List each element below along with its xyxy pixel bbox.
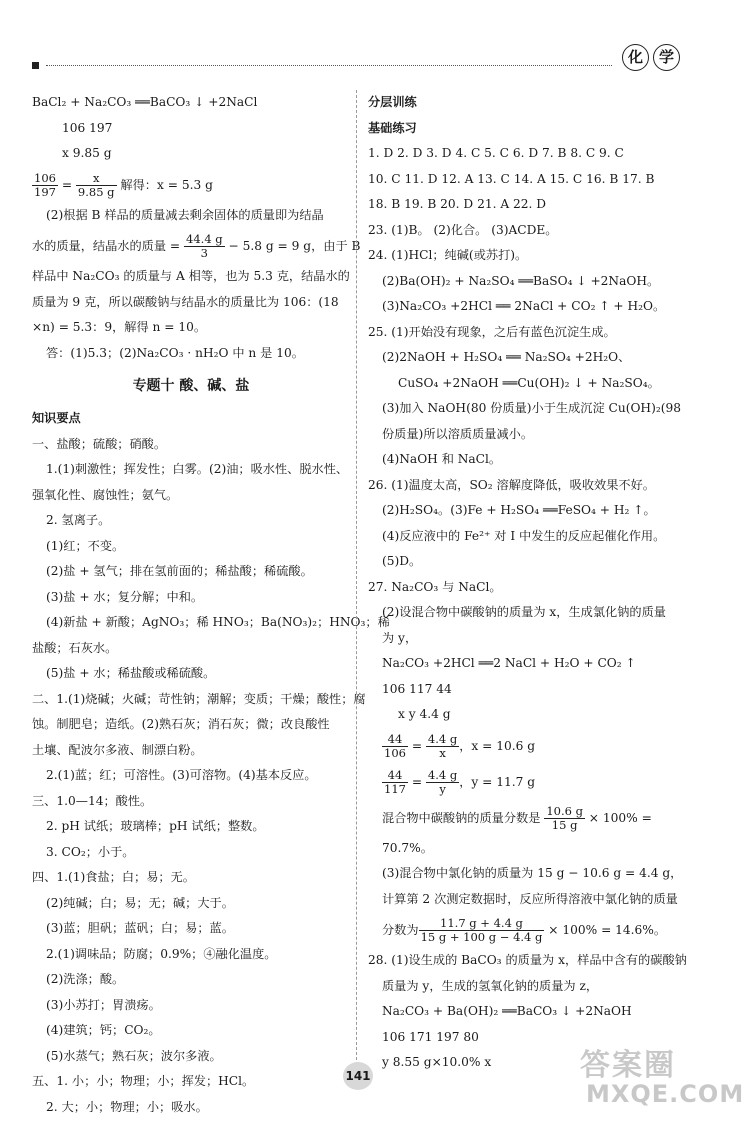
left-line: 2. 大；小；物理；小；吸水。 xyxy=(46,1099,208,1114)
right-line: 分层训练 xyxy=(368,95,417,109)
right-line: 26. (1)温度太高，SO₂ 溶解度降低，吸收效果不好。 xyxy=(368,477,655,492)
left-line: (3)小苏打；胃溃疡。 xyxy=(46,997,161,1012)
right-line: 106 171 197 80 xyxy=(382,1029,479,1044)
left-line xyxy=(32,228,361,264)
left-line: (2)纯碱；白；易；无；碱；大于。 xyxy=(46,895,234,910)
header-dotted-rule xyxy=(46,65,612,66)
watermark-en: MXQE.COM xyxy=(586,1080,745,1108)
fraction xyxy=(76,172,117,199)
left-line: 2.(1)蓝；红；可溶性。(3)可溶物。(4)基本反应。 xyxy=(46,768,317,782)
right-line: 1. D 2. D 3. D 4. C 5. C 6. D 7. B 8. C 9. C xyxy=(368,146,624,160)
page-number: 141 xyxy=(343,1062,373,1090)
left-line: 知识要点 xyxy=(32,411,81,425)
left-line: (2)根据 B 样品的质量减去剩余固体的质量即为结晶 xyxy=(46,207,324,222)
fraction-denominator: 9.85 g xyxy=(77,184,115,199)
right-line: (5)D。 xyxy=(382,554,422,568)
fraction xyxy=(32,172,58,199)
right-line: (2)设混合物中碳酸钠的质量为 x，生成氯化钠的质量 xyxy=(382,605,666,619)
right-line: 18. B 19. B 20. D 21. A 22. D xyxy=(368,197,547,211)
left-line: 2.(1)调味品；防腐；0.9%；④融化温度。 xyxy=(46,946,277,961)
left-line xyxy=(32,167,350,203)
left-line: 1.(1)刺激性；挥发性；白雾。(2)油；吸水性、脱水性、 xyxy=(46,462,349,476)
right-column xyxy=(368,90,708,1076)
right-line: (3)混合物中氯化钠的质量为 15 g − 10.6 g = 4.4 g， xyxy=(382,866,683,880)
right-line: 份质量)所以溶质质量减小。 xyxy=(382,426,534,441)
left-line: 土壤、配波尔多液、制漂白粉。 xyxy=(32,742,203,757)
fraction xyxy=(426,733,459,760)
left-line: 答：(1)5.3；(2)Na₂CO₃ · nH₂O 中 n 是 10。 xyxy=(46,345,304,360)
right-line xyxy=(368,728,708,764)
math-text: 分数为 xyxy=(382,923,419,937)
fraction-denominator: x xyxy=(439,745,446,760)
left-line: (4)建筑；钙；CO₂。 xyxy=(46,1023,161,1037)
math-text: = xyxy=(407,774,426,789)
right-line: x y 4.4 g xyxy=(398,707,451,721)
fraction-numerator: 44.4 g xyxy=(186,232,223,246)
right-line: (2)2NaOH + H₂SO₄ ══ Na₂SO₄ +2H₂O、 xyxy=(382,350,631,364)
fraction-numerator: 44 xyxy=(382,769,408,783)
fraction-denominator: 106 xyxy=(384,745,406,760)
right-line xyxy=(368,912,708,948)
fraction-numerator: 11.7 g + 4.4 g xyxy=(419,917,545,931)
right-line: (2)H₂SO₄。(3)Fe + H₂SO₄ ══FeSO₄ + H₂ ↑。 xyxy=(382,503,656,517)
subject-char-1: 化 xyxy=(622,44,649,71)
fraction-denominator: 117 xyxy=(384,781,406,796)
left-line: ×n) = 5.3：9，解得 n = 10。 xyxy=(32,320,207,334)
left-line: 蚀。制肥皂；造纸。(2)熟石灰；消石灰；微；改良酸性 xyxy=(32,717,330,731)
watermark xyxy=(580,1040,745,1108)
left-line: 106 197 xyxy=(62,120,113,135)
right-line: CuSO₄ +2NaOH ══Cu(OH)₂ ↓ + Na₂SO₄。 xyxy=(398,375,660,390)
right-line: (3)Na₂CO₃ +2HCl ══ 2NaCl + CO₂ ↑ + H₂O。 xyxy=(382,299,666,313)
fraction-denominator: 15 g xyxy=(551,817,578,832)
left-line: (3)盐 + 水；复分解；中和。 xyxy=(46,589,204,604)
right-line xyxy=(368,764,708,800)
left-line: 强氧化性、腐蚀性；氨气。 xyxy=(32,487,179,502)
fraction-numerator: 4.4 g xyxy=(427,731,458,746)
right-line: 24. (1)HCl；纯碱(或苏打)。 xyxy=(368,248,528,262)
right-line: 计算第 2 次测定数据时，反应所得溶液中氯化钠的质量 xyxy=(382,891,678,906)
left-line: x 9.85 g xyxy=(62,146,112,160)
right-line: 质量为 y，生成的氢氧化钠的质量为 z， xyxy=(382,978,599,993)
right-line: 106 117 44 xyxy=(382,681,452,696)
math-text: 水的质量，结晶水的质量 = xyxy=(32,239,185,253)
fraction-denominator: 15 g + 100 g − 4.4 g xyxy=(420,930,543,944)
right-line: 23. (1)B。 (2)化合。 (3)ACDE。 xyxy=(368,222,558,237)
right-line: (4)反应液中的 Fe²⁺ 对 I 中发生的反应起催化作用。 xyxy=(382,528,666,543)
left-line: (1)红；不变。 xyxy=(46,538,125,553)
left-line: 3. CO₂；小于。 xyxy=(46,844,135,859)
fraction xyxy=(184,233,225,260)
left-line: BaCl₂ + Na₂CO₃ ══BaCO₃ ↓ +2NaCl xyxy=(32,95,258,109)
left-line: (3)蓝；胆矾；蓝矾；白；易；蓝。 xyxy=(46,921,234,935)
fraction-numerator: 4.4 g xyxy=(427,767,458,782)
left-line: 2. pH 试纸；玻璃棒；pH 试纸；整数。 xyxy=(46,819,265,833)
right-line: 70.7%。 xyxy=(382,840,433,855)
left-line: 2. 氢离子。 xyxy=(46,513,111,527)
fraction xyxy=(382,769,408,796)
left-line: 四、1.(1)食盐；白；易；无。 xyxy=(32,870,195,884)
watermark-cn: 答案圈 xyxy=(580,1048,676,1083)
subject-badge xyxy=(622,44,680,71)
header-square-marker xyxy=(32,62,39,69)
math-text: ，x = 10.6 g xyxy=(459,738,536,753)
math-text: 解得：x = 5.3 g xyxy=(116,177,213,192)
right-line: 28. (1)设生成的 BaCO₃ 的质量为 x，样品中含有的碳酸钠 xyxy=(368,953,687,967)
left-line: (4)新盐 + 新酸；AgNO₃；稀 HNO₃；Ba(NO₃)₂；HNO₃；稀 xyxy=(46,615,390,629)
fraction-numerator: 106 xyxy=(34,170,56,185)
left-line: 盐酸；石灰水。 xyxy=(32,640,118,655)
fraction xyxy=(382,733,408,760)
fraction xyxy=(426,769,459,796)
left-line: (5)盐 + 水；稀盐酸或稀硫酸。 xyxy=(46,666,216,680)
subject-char-2: 学 xyxy=(653,44,680,71)
right-line: Na₂CO₃ + Ba(OH)₂ ══BaCO₃ ↓ +2NaOH xyxy=(382,1004,632,1018)
math-text: − 5.8 g = 9 g，由于 B xyxy=(224,239,361,253)
math-text: ，y = 11.7 g xyxy=(459,774,536,789)
left-line: 二、1.(1)烧碱；火碱；苛性钠；潮解；变质；干燥；酸性；腐 xyxy=(32,691,366,706)
math-text: = xyxy=(57,177,76,192)
fraction-numerator: 10.6 g xyxy=(546,803,583,818)
right-line: 基础练习 xyxy=(368,120,417,135)
left-line: (2)盐 + 氢气；排在氢前面的；稀盐酸；稀硫酸。 xyxy=(46,564,313,578)
left-line: 质量为 9 克，所以碳酸钠与结晶水的质量比为 106：(18 xyxy=(32,294,339,309)
math-text: 混合物中碳酸钠的质量分数是 xyxy=(382,810,545,825)
left-line: 五、1. 小；小；物理；小；挥发；HCl。 xyxy=(32,1074,255,1088)
fraction-numerator: x xyxy=(76,172,117,186)
left-line: (2)洗涤；酸。 xyxy=(46,972,125,986)
left-line: 样品中 Na₂CO₃ 的质量与 A 相等，也为 5.3 克，结晶水的 xyxy=(32,269,350,283)
right-line: (3)加入 NaOH(80 份质量)小于生成沉淀 Cu(OH)₂(98 xyxy=(382,401,681,415)
right-line: 为 y， xyxy=(382,630,418,645)
right-line: (2)Ba(OH)₂ + Na₂SO₄ ══BaSO₄ ↓ +2NaOH。 xyxy=(382,273,660,288)
right-line: y 8.55 g×10.0% x xyxy=(382,1055,492,1069)
fraction xyxy=(419,917,545,944)
column-divider xyxy=(356,90,357,1075)
fraction-denominator: 3 xyxy=(200,246,208,260)
left-line: (5)水蒸气；熟石灰；波尔多液。 xyxy=(46,1048,222,1063)
right-line xyxy=(368,800,708,836)
math-text: × 100% = xyxy=(584,810,652,825)
math-text: × 100% = 14.6%。 xyxy=(544,923,667,937)
right-line: 25. (1)开始没有现象，之后有蓝色沉淀生成。 xyxy=(368,324,616,339)
left-line: 专题十 酸、碱、盐 xyxy=(132,378,250,394)
fraction-numerator: 44 xyxy=(382,733,408,747)
math-text: = xyxy=(407,738,426,753)
right-line: (4)NaOH 和 NaCl。 xyxy=(382,452,502,466)
left-line: 三、1.0—14；酸性。 xyxy=(32,793,153,808)
fraction-denominator: 197 xyxy=(34,184,56,199)
fraction xyxy=(544,805,585,832)
left-line: 一、盐酸；硫酸；硝酸。 xyxy=(32,436,167,451)
right-line: 10. C 11. D 12. A 13. C 14. A 15. C 16. B 17. B xyxy=(368,171,655,186)
fraction-denominator: y xyxy=(439,781,446,796)
right-line: 27. Na₂CO₃ 与 NaCl。 xyxy=(368,579,502,594)
right-line: Na₂CO₃ +2HCl ══2 NaCl + H₂O + CO₂ ↑ xyxy=(382,656,636,670)
